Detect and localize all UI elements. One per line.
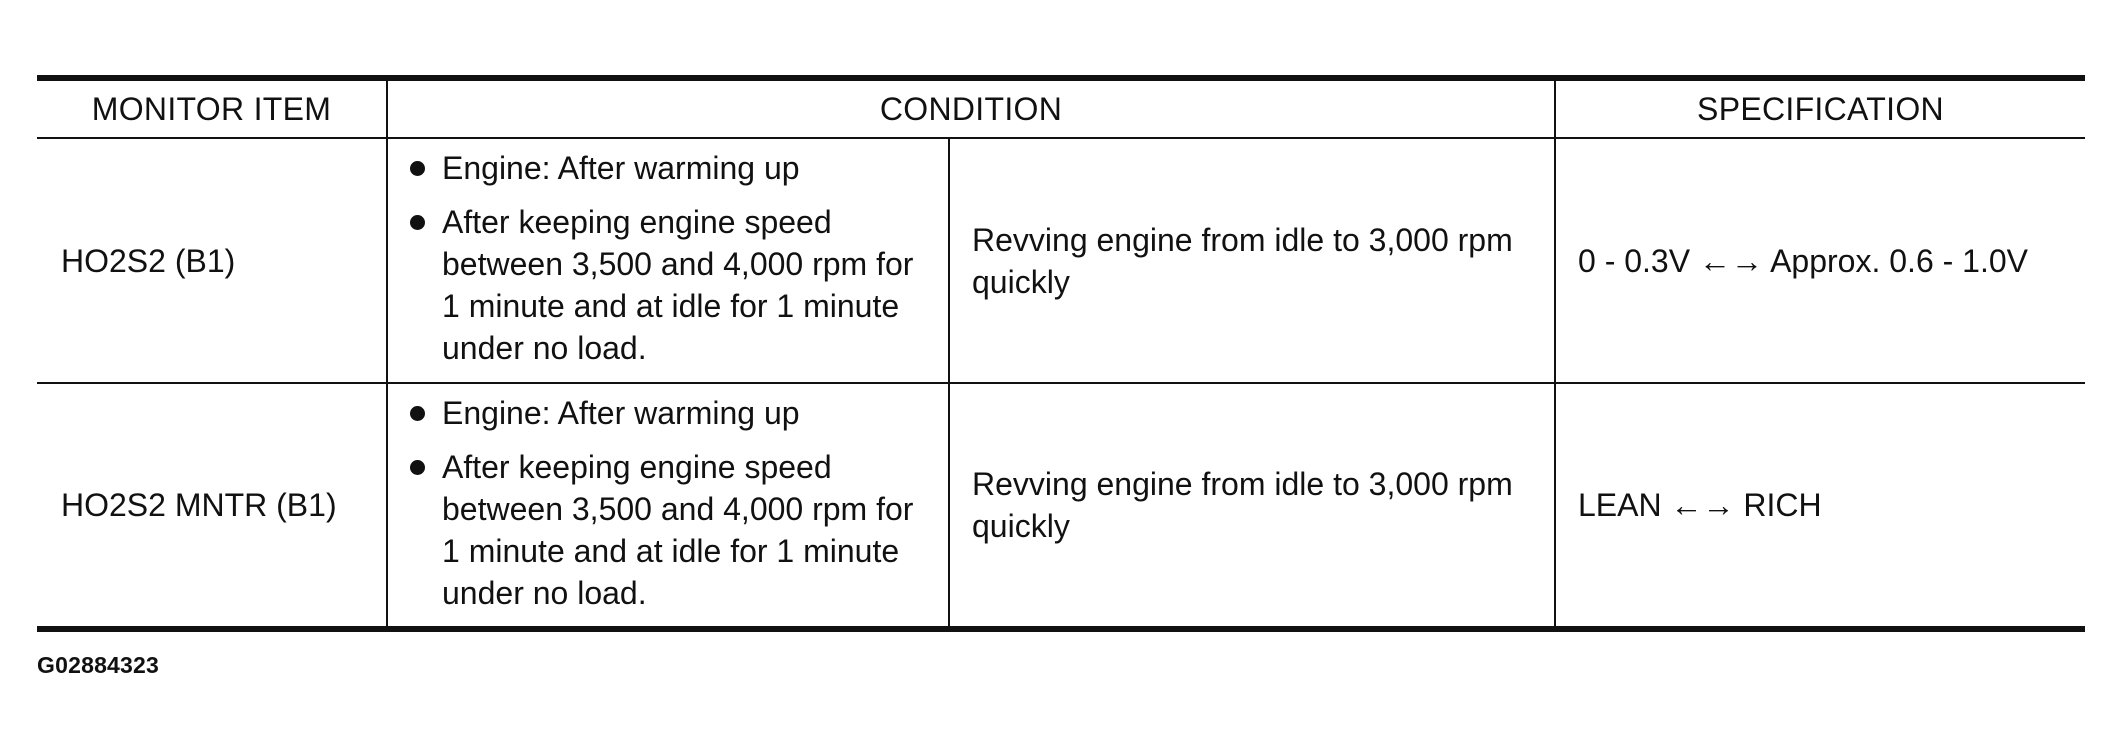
row2-specification xyxy=(1578,384,2078,626)
bullet-dot-icon xyxy=(410,215,425,230)
condition-bullet xyxy=(408,446,938,614)
specification-table xyxy=(37,75,2085,632)
condition-text: After keeping engine speed between 3,500 and 4,000 rpm for 1 minute and at idle for 1 minute under no load. xyxy=(442,449,914,611)
operation-text: Revving engine from idle to 3,000 rpm quickly xyxy=(972,466,1513,544)
condition-bullet xyxy=(408,201,938,369)
header-specification: SPECIFICATION xyxy=(1697,90,1944,127)
bullet-dot-icon xyxy=(410,406,425,421)
row1-conditions xyxy=(408,139,938,382)
monitor-item-text: HO2S2 (B1) xyxy=(61,242,236,279)
specification-text: 0 - 0.3V ←→ Approx. 0.6 - 1.0V xyxy=(1578,242,2028,279)
condition-text: After keeping engine speed between 3,500 and 4,000 rpm for 1 minute and at idle for 1 minute under no load. xyxy=(442,204,914,366)
header-condition: CONDITION xyxy=(879,90,1063,127)
column-divider-item xyxy=(386,81,388,626)
condition-text: Engine: After warming up xyxy=(442,150,800,186)
table-bottom-rule xyxy=(37,626,2085,632)
bullet-dot-icon xyxy=(410,460,425,475)
row2-conditions xyxy=(408,384,938,626)
header-monitor-item: MONITOR ITEM xyxy=(91,90,332,127)
row1-specification xyxy=(1578,139,2078,382)
row2-operation xyxy=(972,384,1532,626)
row1-operation xyxy=(972,139,1532,382)
column-divider-spec xyxy=(1554,81,1556,626)
condition-text: Engine: After warming up xyxy=(442,395,800,431)
specification-text: LEAN ←→ RICH xyxy=(1578,487,1822,523)
monitor-item-text: HO2S2 MNTR (B1) xyxy=(61,487,337,523)
row1-monitor-item xyxy=(61,139,381,382)
column-divider-condition xyxy=(948,139,950,626)
operation-text: Revving engine from idle to 3,000 rpm quickly xyxy=(972,221,1513,300)
condition-bullet xyxy=(408,392,938,434)
condition-bullet xyxy=(408,147,938,189)
bullet-dot-icon xyxy=(410,161,425,176)
row2-monitor-item xyxy=(61,384,381,626)
figure-id: G02884323 xyxy=(37,652,160,678)
